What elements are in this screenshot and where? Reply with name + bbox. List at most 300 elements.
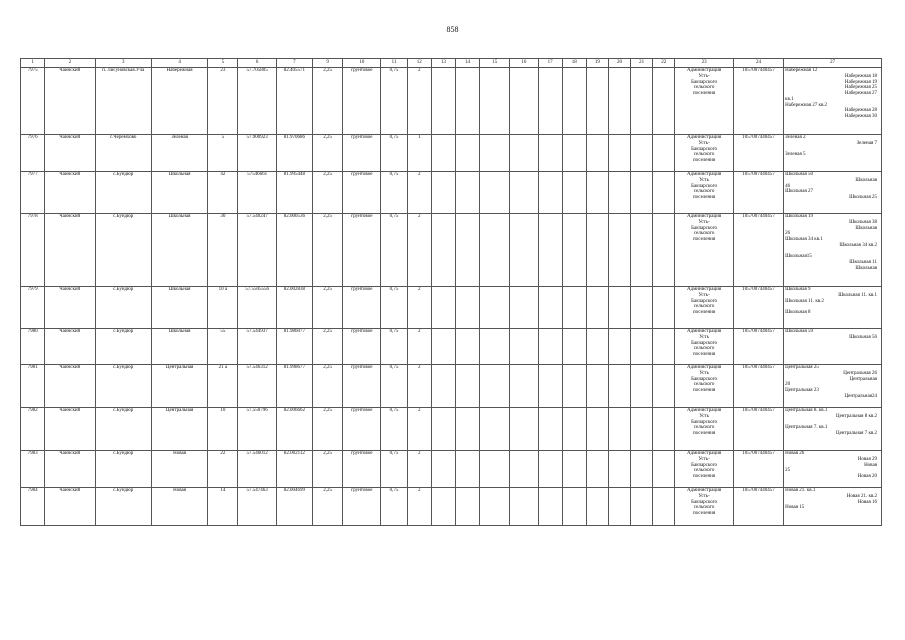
cell-vol: 0,75: [381, 408, 407, 451]
cell-district: Чаинский: [45, 214, 95, 287]
cell-empty: [510, 408, 538, 451]
column-header: 21: [631, 59, 653, 68]
cell-empty: [431, 365, 455, 408]
table-row: [21, 172, 882, 214]
cell-admin: Администрация Усть- Бакчарского сельского поселения: [675, 135, 733, 172]
cell-surface: грунтовое: [343, 172, 381, 214]
cell-num: 7977: [21, 172, 45, 214]
column-header: 17: [538, 59, 562, 68]
cell-count: 2: [407, 329, 431, 365]
cell-vol: 0,75: [381, 488, 407, 526]
cell-empty: [538, 287, 562, 329]
column-header: 6: [238, 59, 276, 68]
cell-surface: грунтовое: [343, 329, 381, 365]
cell-ogrn: 1057007440457: [733, 329, 783, 365]
cell-district: Чаинский: [45, 329, 95, 365]
cell-empty: [631, 68, 653, 135]
cell-empty: [562, 408, 586, 451]
address-line: Школьная 56: [849, 334, 877, 340]
cell-empty: [562, 172, 586, 214]
cell-empty: [480, 214, 510, 287]
column-header: 24: [733, 59, 783, 68]
cell-lat: 57.546312: [238, 365, 276, 408]
cell-district: Чаинский: [45, 451, 95, 488]
cell-empty: [480, 408, 510, 451]
cell-surface: грунтовое: [343, 68, 381, 135]
cell-empty: [631, 408, 653, 451]
address-line: Школьная15: [785, 254, 812, 260]
cell-empty: [653, 408, 675, 451]
address-line: Новая 29: [857, 456, 877, 462]
cell-house: 10 а: [208, 287, 238, 329]
address-line: Набережная 12: [785, 68, 818, 73]
column-header: 4: [151, 59, 207, 68]
cell-empty: [562, 68, 586, 135]
cell-empty: [538, 68, 562, 135]
cell-admin: Администрация Усть- Бакчарского сельского поселения: [675, 451, 733, 488]
cell-empty: [608, 214, 630, 287]
cell-empty: [480, 135, 510, 172]
cell-empty: [608, 365, 630, 408]
table-row: [21, 329, 882, 365]
cell-empty: [455, 214, 479, 287]
address-line: Центральная24: [844, 393, 877, 399]
cell-empty: [608, 488, 630, 526]
cell-empty: [586, 214, 608, 287]
cell-empty: [586, 488, 608, 526]
cell-empty: [562, 365, 586, 408]
cell-empty: [562, 135, 586, 172]
cell-empty: [431, 287, 455, 329]
cell-addresses: [784, 287, 882, 329]
cell-vol: 0,75: [381, 451, 407, 488]
cell-count: 2: [407, 214, 431, 287]
cell-num: 7975: [21, 68, 45, 135]
address-line: Школьная 27: [785, 189, 813, 195]
address-line: 26: [785, 231, 791, 237]
cell-district: Чаинский: [45, 488, 95, 526]
address-line: Зеленая 5: [785, 152, 806, 158]
address-line: Школьная 11: [849, 260, 877, 265]
cell-empty: [538, 451, 562, 488]
cell-lat: 57.705805: [238, 68, 276, 135]
cell-empty: [608, 408, 630, 451]
cell-empty: [631, 329, 653, 365]
cell-empty: [510, 488, 538, 526]
cell-vol: 0,75: [381, 287, 407, 329]
address-line: Школьная 19: [785, 214, 813, 219]
cell-district: Чаинский: [45, 135, 95, 172]
cell-empty: [586, 135, 608, 172]
address-line: Школьная: [855, 177, 877, 183]
cell-empty: [608, 68, 630, 135]
cell-admin: Администрация Усть- Бакчарского сельского поселения: [675, 488, 733, 526]
address-line: Новая 21. кв.1: [785, 488, 816, 493]
cell-house: 30: [208, 214, 238, 287]
cell-settlement: с.Бундюр: [95, 329, 151, 365]
cell-count: 2: [407, 287, 431, 329]
cell-vol: 0,75: [381, 329, 407, 365]
cell-empty: [586, 451, 608, 488]
cell-empty: [608, 135, 630, 172]
cell-district: Чаинский: [45, 287, 95, 329]
cell-area: 2,25: [313, 287, 343, 329]
column-header: 20: [608, 59, 630, 68]
cell-empty: [480, 287, 510, 329]
column-header: 15: [480, 59, 510, 68]
cell-ogrn: 1057007440457: [733, 68, 783, 135]
cell-addresses: [784, 172, 882, 214]
cell-surface: грунтовое: [343, 214, 381, 287]
address-line: Школьная 8: [785, 310, 811, 315]
address-line: Школьная 25: [849, 195, 877, 200]
cell-street: Школьная: [151, 329, 207, 365]
cell-area: 2,25: [313, 135, 343, 172]
cell-ogrn: 1057007440457: [733, 365, 783, 408]
cell-empty: [455, 451, 479, 488]
address-line: Школьная 59: [785, 329, 813, 334]
address-line: Центральная 7 кв.2: [835, 431, 877, 436]
cell-admin: Администрация Усть- Бакчарского сельского поселения: [675, 287, 733, 329]
cell-lon: 81.970686: [276, 135, 312, 172]
address-line: Новая 20: [857, 474, 877, 479]
cell-count: 2: [407, 451, 431, 488]
cell-admin: Администрация Усть Бакчарского сельского поселения: [675, 172, 733, 214]
cell-empty: [510, 135, 538, 172]
header-row: [21, 59, 882, 68]
cell-house: 22: [208, 451, 238, 488]
cell-empty: [586, 408, 608, 451]
column-header: 9: [313, 59, 343, 68]
cell-empty: [431, 408, 455, 451]
cell-street: Набережная: [151, 68, 207, 135]
cell-empty: [480, 365, 510, 408]
cell-addresses: [784, 365, 882, 408]
address-line: Центральная 8. кв.1: [785, 408, 828, 413]
cell-empty: [455, 329, 479, 365]
cell-empty: [431, 488, 455, 526]
page-number: 858: [446, 25, 459, 34]
cell-lon: 82.405571: [276, 68, 312, 135]
cell-empty: [510, 329, 538, 365]
address-line: Новая 15: [785, 505, 805, 511]
cell-ogrn: 1057007440457: [733, 172, 783, 214]
cell-addresses: [784, 451, 882, 488]
cell-empty: [431, 68, 455, 135]
cell-num: 7979: [21, 287, 45, 329]
cell-addresses: [784, 214, 882, 287]
column-header: 14: [455, 59, 479, 68]
cell-surface: грунтовое: [343, 287, 381, 329]
address-line: Набережная 27 кв.2: [785, 102, 828, 108]
cell-lat: 57.5505556: [238, 287, 276, 329]
table-row: [21, 365, 882, 408]
cell-street: Школьная: [151, 172, 207, 214]
cell-vol: 0,75: [381, 135, 407, 172]
cell-empty: [653, 68, 675, 135]
cell-settlement: с.Бундюр: [95, 488, 151, 526]
cell-settlement: с.Бундюр: [95, 214, 151, 287]
cell-empty: [510, 214, 538, 287]
address-line: Школьная 34 кв.1: [785, 237, 823, 242]
cell-lon: 82.002112: [276, 451, 312, 488]
cell-house: 10: [208, 408, 238, 451]
cell-area: 2,25: [313, 214, 343, 287]
column-header: 3: [95, 59, 151, 68]
cell-settlement: с.Бундюр: [95, 172, 151, 214]
cell-empty: [510, 451, 538, 488]
cell-empty: [653, 214, 675, 287]
cell-num: 7976: [21, 135, 45, 172]
cell-admin: Администрация Усть- Бакчарского сельского поселения: [675, 68, 733, 135]
column-header: 22: [653, 59, 675, 68]
cell-num: 7980: [21, 329, 45, 365]
cell-empty: [538, 408, 562, 451]
cell-count: 2: [407, 365, 431, 408]
cell-house: 55: [208, 329, 238, 365]
cell-lon: 82.002838: [276, 287, 312, 329]
table-row: [21, 408, 882, 451]
cell-street: Школьная: [151, 287, 207, 329]
cell-lon: 82.000536: [276, 214, 312, 287]
column-header: 27: [784, 59, 882, 68]
address-line: Набережная 18: [844, 73, 877, 79]
cell-lon: 81.986077: [276, 329, 312, 365]
address-line: Центральная 25: [785, 365, 819, 370]
cell-lat: 57.550796: [238, 408, 276, 451]
cell-area: 2,25: [313, 172, 343, 214]
address-line: Школьная 38: [849, 219, 877, 225]
column-header: 23: [675, 59, 733, 68]
cell-lat: 57.540247: [238, 214, 276, 287]
cell-street: Зеленая: [151, 135, 207, 172]
column-header: 19: [586, 59, 608, 68]
address-line: Зеленая 2: [785, 135, 806, 140]
cell-num: 7984: [21, 488, 45, 526]
cell-empty: [455, 488, 479, 526]
cell-empty: [431, 172, 455, 214]
column-header: 12: [407, 59, 431, 68]
cell-empty: [608, 329, 630, 365]
column-header: 2: [45, 59, 95, 68]
address-line: Набережная 27: [844, 91, 877, 96]
cell-empty: [431, 214, 455, 287]
address-line: Набережная 19: [844, 79, 877, 85]
cell-lat: 57.900923: [238, 135, 276, 172]
cell-area: 2,25: [313, 365, 343, 408]
cell-empty: [653, 329, 675, 365]
address-line: Центральная 8 кв.2: [835, 413, 877, 419]
cell-empty: [538, 488, 562, 526]
cell-empty: [631, 214, 653, 287]
cell-settlement: с.Бундюр: [95, 365, 151, 408]
cell-num: 7982: [21, 408, 45, 451]
cell-empty: [480, 329, 510, 365]
cell-empty: [455, 68, 479, 135]
cell-empty: [480, 68, 510, 135]
cell-area: 2,25: [313, 329, 343, 365]
cell-surface: грунтовое: [343, 365, 381, 408]
address-line: Новая 21. кв.2: [846, 493, 877, 499]
cell-empty: [586, 68, 608, 135]
cell-lon: 81.995448: [276, 172, 312, 214]
cell-empty: [586, 365, 608, 408]
cell-ogrn: 1057007440457: [733, 451, 783, 488]
cell-street: Центральная: [151, 408, 207, 451]
cell-street: Центральная: [151, 365, 207, 408]
column-header: 7: [276, 59, 312, 68]
table-row: [21, 488, 882, 526]
table-row: [21, 135, 882, 172]
cell-empty: [510, 287, 538, 329]
address-line: Новая: [864, 462, 877, 468]
cell-admin: Администрация Усть Бакчарского сельского поселения: [675, 365, 733, 408]
cell-lon: 82.004699: [276, 488, 312, 526]
cell-lat: 57546661: [238, 172, 276, 214]
address-line: Новая 26: [785, 451, 805, 456]
cell-vol: 0,75: [381, 172, 407, 214]
cell-vol: 0,75: [381, 68, 407, 135]
cell-empty: [631, 451, 653, 488]
cell-district: Чаинский: [45, 68, 95, 135]
cell-settlement: с.Черемхово: [95, 135, 151, 172]
cell-ogrn: 1057007440457: [733, 488, 783, 526]
cell-house: 5: [208, 135, 238, 172]
cell-empty: [510, 68, 538, 135]
column-header: 5: [208, 59, 238, 68]
cell-admin: Администрация Усть- Бакчарского сельского поселения: [675, 214, 733, 287]
cell-admin: Администрация Усть Бакчарского сельского поселения: [675, 329, 733, 365]
column-header: 13: [431, 59, 455, 68]
cell-surface: грунтовое: [343, 408, 381, 451]
cell-empty: [653, 172, 675, 214]
address-line: Зеленая 7: [856, 140, 877, 146]
cell-addresses: [784, 488, 882, 526]
cell-addresses: [784, 329, 882, 365]
column-header: 18: [562, 59, 586, 68]
cell-empty: [480, 488, 510, 526]
cell-ogrn: 1057007440457: [733, 287, 783, 329]
cell-empty: [586, 172, 608, 214]
cell-empty: [455, 365, 479, 408]
cell-street: Новая: [151, 488, 207, 526]
cell-empty: [562, 287, 586, 329]
cell-empty: [653, 135, 675, 172]
cell-empty: [431, 451, 455, 488]
cell-empty: [562, 329, 586, 365]
cell-empty: [608, 451, 630, 488]
cell-count: 2: [407, 408, 431, 451]
cell-settlement: с.Бундюр: [95, 451, 151, 488]
cell-house: 23: [208, 68, 238, 135]
cell-count: 1: [407, 135, 431, 172]
address-line: Школьная: [855, 265, 877, 271]
cell-ogrn: 1057007440457: [733, 135, 783, 172]
address-line: кв.1: [785, 96, 794, 102]
cell-empty: [631, 488, 653, 526]
cell-area: 2,25: [313, 488, 343, 526]
cell-house: 42: [208, 172, 238, 214]
cell-street: Новая: [151, 451, 207, 488]
cell-empty: [653, 365, 675, 408]
cell-empty: [455, 408, 479, 451]
table-row: [21, 214, 882, 287]
address-line: Набережная 30: [844, 114, 877, 119]
address-line: Новая 16: [857, 499, 877, 505]
address-line: Школьная: [855, 225, 877, 231]
cell-empty: [608, 172, 630, 214]
address-line: Центральная 26: [843, 370, 877, 376]
cell-ogrn: 1057007440457: [733, 214, 783, 287]
cell-surface: грунтовое: [343, 488, 381, 526]
cell-empty: [631, 287, 653, 329]
cell-empty: [480, 172, 510, 214]
cell-count: 2: [407, 172, 431, 214]
cell-surface: грунтовое: [343, 451, 381, 488]
cell-area: 2,25: [313, 68, 343, 135]
table-row: [21, 287, 882, 329]
cell-addresses: [784, 135, 882, 172]
table-body: [21, 68, 882, 526]
address-line: Школьная 50: [785, 172, 813, 177]
cell-empty: [631, 172, 653, 214]
cell-empty: [631, 365, 653, 408]
cell-empty: [653, 488, 675, 526]
cell-lat: 57.544937: [238, 329, 276, 365]
table-row: [21, 451, 882, 488]
cell-empty: [455, 135, 479, 172]
address-line: Школьная 11. кв.1: [838, 292, 877, 298]
address-line: 46: [785, 183, 791, 189]
address-line: Центральная 23: [785, 388, 819, 393]
cell-empty: [653, 451, 675, 488]
cell-district: Чаинский: [45, 408, 95, 451]
cell-district: Чаинский: [45, 172, 95, 214]
cell-empty: [431, 135, 455, 172]
cell-num: 7981: [21, 365, 45, 408]
cell-vol: 0,75: [381, 214, 407, 287]
cell-num: 7978: [21, 214, 45, 287]
cell-house: 14: [208, 488, 238, 526]
cell-empty: [455, 172, 479, 214]
cell-empty: [562, 451, 586, 488]
cell-settlement: п. Лисуновская.Уча: [95, 68, 151, 135]
cell-empty: [562, 488, 586, 526]
column-header: 10: [343, 59, 381, 68]
cell-empty: [431, 329, 455, 365]
cell-area: 2,25: [313, 451, 343, 488]
cell-empty: [653, 287, 675, 329]
cell-count: 2: [407, 68, 431, 135]
cell-empty: [538, 329, 562, 365]
cell-surface: грунтовое: [343, 135, 381, 172]
address-line: Школьная 34 кв.2: [839, 242, 877, 248]
column-header: 16: [510, 59, 538, 68]
registry-table: [20, 58, 882, 526]
cell-lon: 82.006662: [276, 408, 312, 451]
cell-area: 2,25: [313, 408, 343, 451]
address-line: 20: [785, 382, 791, 388]
cell-addresses: [784, 68, 882, 135]
cell-empty: [455, 287, 479, 329]
address-line: Центральная: [849, 376, 877, 382]
address-line: Набережная 28: [844, 108, 877, 114]
cell-empty: [510, 365, 538, 408]
cell-empty: [510, 172, 538, 214]
cell-admin: Администрация Усть Бакчарского сельского поселения: [675, 408, 733, 451]
address-line: Школьная 11. кв.2: [785, 298, 824, 304]
cell-ogrn: 1057007440457: [733, 408, 783, 451]
